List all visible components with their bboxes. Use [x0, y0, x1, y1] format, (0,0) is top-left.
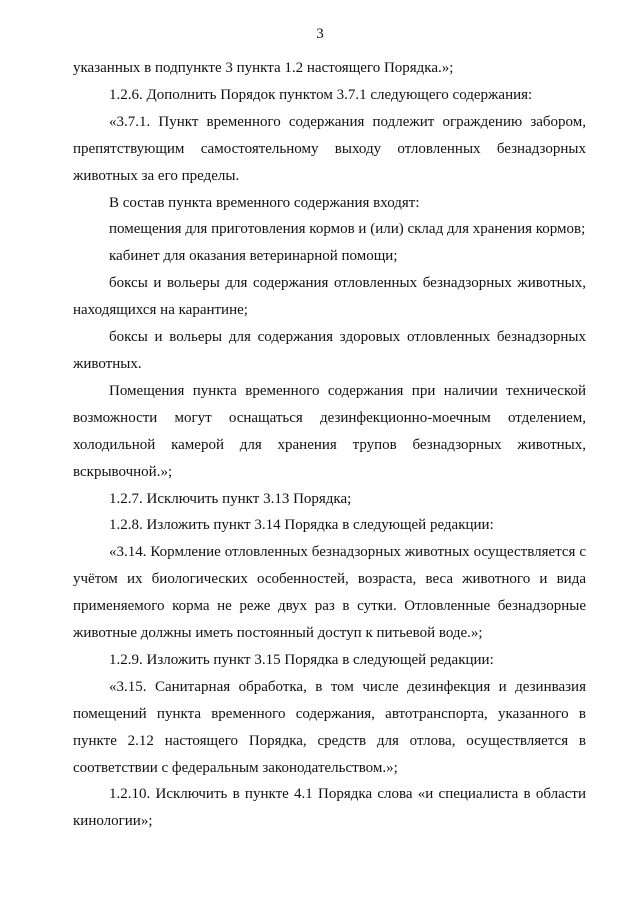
paragraph-1-2-7: 1.2.7. Исключить пункт 3.13 Порядка;	[109, 490, 352, 507]
list-item-vet-office: кабинет для оказания ветеринарной помощи;	[109, 248, 398, 265]
paragraph-1-2-6: 1.2.6. Дополнить Порядок пунктом 3.7.1 следующего содержания:	[109, 86, 533, 103]
paragraph-continuation: указанных в подпункте 3 пункта 1.2 настоящего Порядка.»;	[73, 60, 454, 76]
list-item-quarantine-boxes: боксы и вольеры для содержания отловленных безнадзорных животных, находящихся на карантине;	[73, 275, 586, 319]
paragraph-1-2-9: 1.2.9. Изложить пункт 3.15 Порядка в следующей редакции:	[109, 651, 494, 668]
paragraph-equipment: Помещения пункта временного содержания при наличии технической возможности могут оснащаться дезинфекционно-моечным отделением, холодильной камерой для хранения трупов безнадзорных животных, вскрывочной.»;	[73, 382, 586, 480]
list-item-feed-rooms: помещения для приготовления кормов и (или) склад для хранения кормов;	[109, 221, 586, 238]
paragraph-3-7-1: «3.7.1. Пункт временного содержания подлежит ограждению забором, препятствующим самостоятельному выходу отловленных безнадзорных животных за его пределы.	[73, 113, 586, 184]
paragraph-composition-intro: В состав пункта временного содержания входят:	[109, 194, 420, 211]
paragraph-1-2-8: 1.2.8. Изложить пункт 3.14 Порядка в следующей редакции:	[109, 517, 494, 534]
paragraph-3-15: «3.15. Санитарная обработка, в том числе дезинфекция и дезинвазия помещений пункта временного содержания, автотранспорта, указанного в пункте 2.12 настоящего Порядка, средств для отлова, осуществляется в соответствии с федеральным законодательством.»;	[73, 678, 586, 776]
paragraph-1-2-10: 1.2.10. Исключить в пункте 4.1 Порядка слова «и специалиста в области кинологии»;	[73, 786, 586, 830]
document-body	[73, 55, 586, 835]
page-number: 3	[316, 26, 324, 42]
paragraph-3-14: «3.14. Кормление отловленных безнадзорных животных осуществляется с учётом их биологических особенностей, возраста, веса животного и вида применяемого корма не реже двух раз в сутки. Отловленные безнадзорные животные должны иметь постоянный доступ к питьевой воде.»;	[73, 544, 586, 642]
list-item-healthy-boxes: боксы и вольеры для содержания здоровых отловленных безнадзорных животных.	[73, 329, 586, 372]
